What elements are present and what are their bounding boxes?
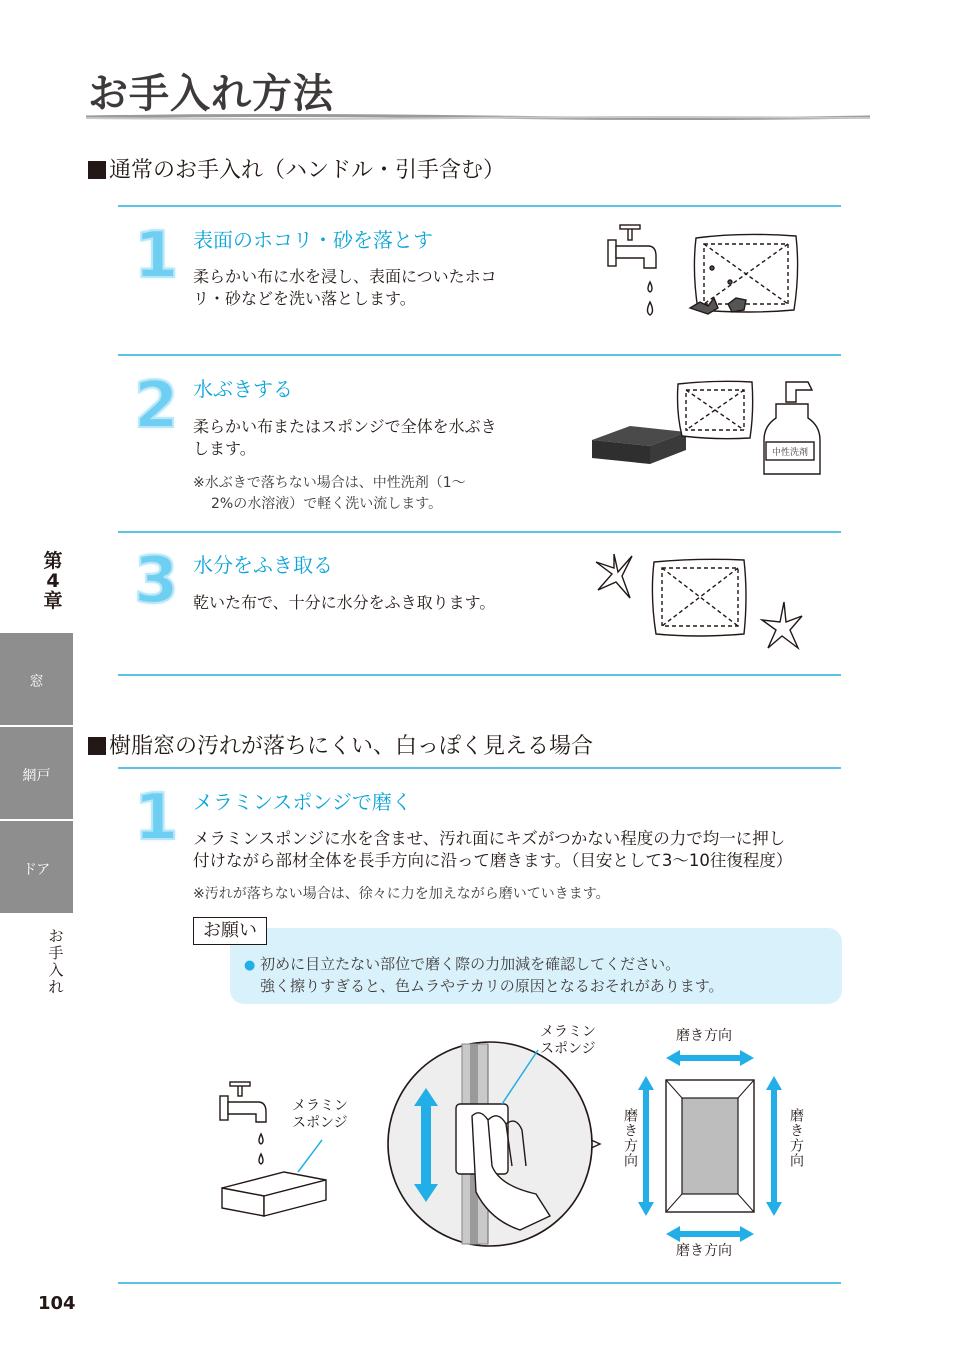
sparkle-icon (596, 554, 632, 598)
chapter-suffix: 章 (43, 590, 63, 612)
tab-label: 網戸 (22, 768, 51, 784)
square-bullet-icon (88, 161, 106, 179)
tab-label: ドア (22, 862, 51, 878)
step-body-line: 柔らかい布に水を浸し、表面についたホコ (193, 267, 497, 286)
step-body-line: 付けながら部材全体を長手方向に沿って磨きます。（目安として3～10往復程度） (193, 851, 793, 870)
step-body-line: 柔らかい布またはスポンジで全体を水ぶき (193, 417, 497, 436)
divider (118, 531, 841, 533)
chapter-indicator (38, 551, 68, 611)
up-down-arrow-icon (766, 1076, 782, 1216)
step-heading: メラミンスポンジで磨く (193, 790, 412, 814)
direction-label-left: 磨き方向 (622, 1108, 638, 1168)
step-body-line: します。 (193, 439, 256, 458)
side-tab-window[interactable] (0, 633, 73, 725)
onegai-label: お願い (193, 917, 267, 945)
bullet-icon: ● (244, 958, 256, 973)
divider (118, 354, 841, 356)
divider (118, 674, 841, 676)
sponge-label-left: メラミン スポンジ (292, 1098, 348, 1131)
divider (118, 1282, 841, 1284)
page-number: 104 (38, 1293, 76, 1314)
divider (118, 767, 841, 769)
square-bullet-icon (88, 737, 106, 755)
faucet-and-cloth-illustration (600, 222, 810, 332)
page-title: お手入れ方法 (88, 71, 334, 117)
step-note: ※汚れが落ちない場合は、徐々に力を加えながら磨いていきます。 (193, 886, 610, 902)
melamine-sponge-illustration (200, 1016, 820, 1266)
tab-label: 窓 (29, 674, 44, 690)
title-underline (86, 113, 870, 121)
step-body-line: リ・砂などを洗い落とします。 (193, 289, 416, 308)
step-number: 1 (134, 781, 179, 855)
note-line: ※水ぶきで落ちない場合は、中性洗剤（1～ (193, 475, 466, 491)
sponge-cloth-bottle-illustration (590, 378, 830, 478)
chapter-number: 4 (46, 570, 60, 592)
section1-title: 通常のお手入れ（ハンドル・引手含む） (88, 153, 505, 184)
sponge-label-right: メラミン スポンジ (540, 1024, 596, 1057)
step-heading: 水分をふき取る (193, 553, 333, 577)
step-body-line: メラミンスポンジに水を含ませ、汚れ面にキズがつかない程度の力で均一に押し (193, 829, 786, 848)
step-heading: 水ぶきする (193, 377, 293, 401)
cloth-icon (652, 559, 746, 636)
note-line: 2%の水溶液）で軽く洗い流します。 (211, 496, 443, 512)
faucet-icon (608, 225, 656, 315)
magnified-view (388, 1042, 600, 1246)
step-number: 2 (134, 369, 179, 443)
left-right-arrow-icon (666, 1050, 754, 1066)
section2-title: 樹脂窓の汚れが落ちにくい、白っぽく見える場合 (88, 729, 593, 760)
step-body: 乾いた布で、十分に水分をふき取ります。 (193, 593, 496, 612)
step-note (193, 473, 466, 515)
side-tab-door[interactable] (0, 821, 73, 913)
up-down-arrow-icon (638, 1076, 654, 1216)
direction-label-top: 磨き方向 (676, 1028, 732, 1044)
cloth-icon (678, 381, 753, 438)
direction-label-right: 磨き方向 (788, 1108, 804, 1168)
caution-line: ● 初めに目立たない部位で磨く際の力加減を確認してください。 (244, 955, 681, 973)
clean-cloth-illustration (594, 550, 809, 655)
divider (118, 205, 841, 207)
step-heading: 表面のホコリ・砂を落とす (193, 228, 433, 252)
direction-label-bottom: 磨き方向 (676, 1243, 732, 1259)
step-number: 3 (134, 544, 179, 618)
sparkle-icon (762, 602, 802, 648)
spray-bottle-icon (764, 382, 820, 474)
step-number: 1 (134, 219, 179, 293)
bottle-label: 中性洗剤 (771, 448, 809, 458)
chapter-prefix: 第 (43, 550, 63, 572)
sponge-icon (592, 426, 686, 464)
caution-line: 強く擦りすぎると、色ムラやテカリの原因となるおそれがあります。 (260, 977, 724, 995)
side-tab-screen[interactable] (0, 727, 73, 819)
step-body (193, 266, 497, 310)
step-body (193, 828, 792, 872)
left-right-arrow-icon (666, 1226, 754, 1242)
frame-diagram (638, 1050, 782, 1242)
step-body (193, 416, 497, 460)
sponge-block-icon (222, 1172, 326, 1216)
faucet-icon (220, 1082, 266, 1164)
side-tab-care[interactable]: お手入れ (48, 927, 64, 996)
cloth-icon (690, 234, 798, 314)
